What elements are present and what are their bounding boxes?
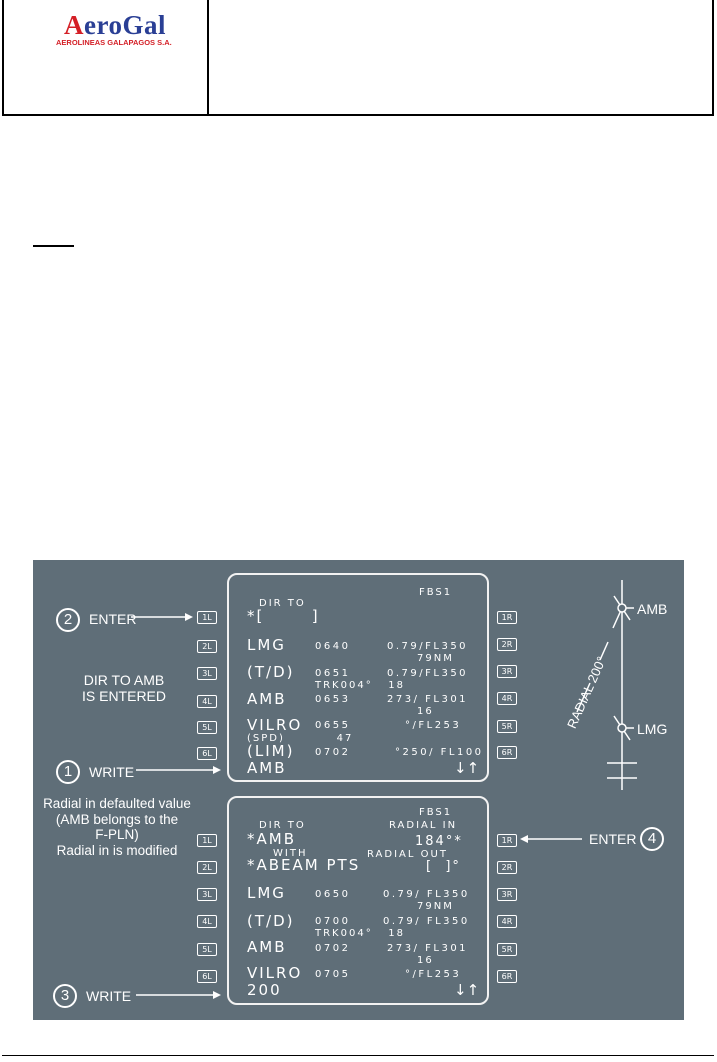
scratchpad: 200 [247,981,282,999]
rsk-3r[interactable]: 3R [497,888,517,901]
lsk-3l[interactable]: 3L [197,888,217,901]
rsk-2r[interactable]: 2R [497,638,517,651]
lsk-3l[interactable]: 3L [197,667,217,680]
radial-out-label: RADIAL OUT [367,849,448,860]
dir-to-label: DIR TO [259,598,306,609]
rsk-4r[interactable]: 4R [497,692,517,705]
lsk-2l[interactable]: 2L [197,861,217,874]
page-title: FBS1 [419,587,453,598]
row-spd-alt: °/FL253 [405,720,462,731]
row-sub: TRK004° 18 [315,928,405,939]
row-time: 0702 [315,943,351,954]
mcdu-screen-top [227,573,489,782]
row-ident: (T/D) [247,912,295,930]
header-divider [207,0,209,114]
rsk-6r[interactable]: 6R [497,970,517,983]
lsk-1l[interactable]: 1L [197,611,217,624]
waypoint-amb-icon [618,604,626,612]
scroll-arrows-icon: ↓↑ [454,981,480,999]
rsk-1r[interactable]: 1R [497,611,517,624]
callout-1-circle: 1 [56,760,80,784]
lsk-1l[interactable]: 1L [197,834,217,847]
row-sub: (SPD) 47 [247,733,354,744]
logo-wordmark: AeroGal [64,10,166,40]
row-time: 0705 [315,969,351,980]
lsk-5l[interactable]: 5L [197,943,217,956]
row-spd-alt: 0.79/FL350 [387,641,469,652]
row-sub: 16 [417,706,434,717]
rsk-5r[interactable]: 5R [497,720,517,733]
callout-3-circle: 3 [53,984,77,1008]
lsk-6l[interactable]: 6L [197,747,217,760]
rsk-6r[interactable]: 6R [497,746,517,759]
row-spd-alt: 273/ FL301 [387,694,469,705]
logo-subtitle: AEROLINEAS GALAPAGOS S.A. [56,38,172,47]
row-time: 0653 [315,694,351,705]
row-sub: 79NM [417,653,454,664]
row-ident: LMG [247,636,286,654]
radial-label: RADIAL 200° [564,654,610,731]
row-spd-alt: °250/ FL100 [395,747,484,758]
waypoint-amb-label: AMB [637,601,668,617]
lsk-5l[interactable]: 5L [197,721,217,734]
scroll-arrows-icon: ↓↑ [454,759,480,777]
underline-mark [33,245,74,247]
dir-to-input[interactable]: *[ ] [247,607,320,625]
mcdu-screen-bottom [227,796,489,1005]
row-time: 0700 [315,916,351,927]
row-ident: AMB [247,938,287,956]
radial-note: Radial in defaulted value (AMB belongs to the F-PLN) Radial in is modified [43,796,191,858]
row-ident: VILRO [247,716,303,734]
row-ident: LMG [247,884,286,902]
row-ident: VILRO [247,964,303,982]
rsk-2r[interactable]: 2R [497,861,517,874]
lsk-4l[interactable]: 4L [197,695,217,708]
row-sub: 16 [417,955,434,966]
row-time: 0702 [315,747,351,758]
callout-2-circle: 2 [56,608,80,632]
row-time: 0640 [315,641,351,652]
callout-write-label: WRITE [89,764,135,780]
row-time: 0651 [315,668,351,679]
row-spd-alt: 0.79/ FL350 [383,916,470,927]
waypoint-lmg-icon [618,724,626,732]
row-time: 0655 [315,720,351,731]
dir-to-value: *AMB [247,830,296,848]
document-header [2,0,714,116]
mcdu-figure [33,560,684,1020]
lsk-6l[interactable]: 6L [197,970,217,983]
dir-to-amb-note: DIR TO AMB IS ENTERED [81,672,166,705]
row-spd-alt: 0.79/FL350 [387,668,469,679]
rsk-1r[interactable]: 1R [497,834,517,847]
row-sub: 79NM [417,901,454,912]
aerogal-logo [56,10,176,50]
arrow-write-icon [136,764,221,776]
callout-write-label: WRITE [86,988,132,1004]
scratchpad: AMB [247,759,287,777]
dir-to-label: DIR TO [259,820,306,831]
arrow-enter-icon [131,611,193,623]
bottom-rule [2,1055,714,1056]
callout-4-circle: 4 [640,827,664,851]
radial-in-label: RADIAL IN [389,820,458,831]
rsk-4r[interactable]: 4R [497,915,517,928]
radial-out-input[interactable]: [ ]° [426,859,461,874]
callout-enter-label: ENTER [589,831,637,847]
arrow-write-icon [136,989,221,1001]
with-label: WITH [273,848,308,859]
abeam-pts[interactable]: *ABEAM PTS [247,856,361,874]
row-time: 0650 [315,889,351,900]
lsk-2l[interactable]: 2L [197,640,217,653]
page-title: FBS1 [419,807,453,818]
radial-in-value[interactable]: 184°* [415,834,463,849]
lsk-4l[interactable]: 4L [197,915,217,928]
row-spd-alt: 0.79/ FL350 [383,889,470,900]
row-ident: AMB [247,690,287,708]
callout-enter-label: ENTER [89,611,137,627]
row-spd-alt: 273/ FL301 [387,943,469,954]
row-ident: (LIM) [247,742,295,760]
row-sub: TRK004° 18 [315,680,405,691]
rsk-5r[interactable]: 5R [497,943,517,956]
arrow-enter-left-icon [520,833,582,845]
row-spd-alt: °/FL253 [405,969,462,980]
waypoint-lmg-label: LMG [637,721,668,737]
row-ident: (T/D) [247,663,295,681]
rsk-3r[interactable]: 3R [497,665,517,678]
